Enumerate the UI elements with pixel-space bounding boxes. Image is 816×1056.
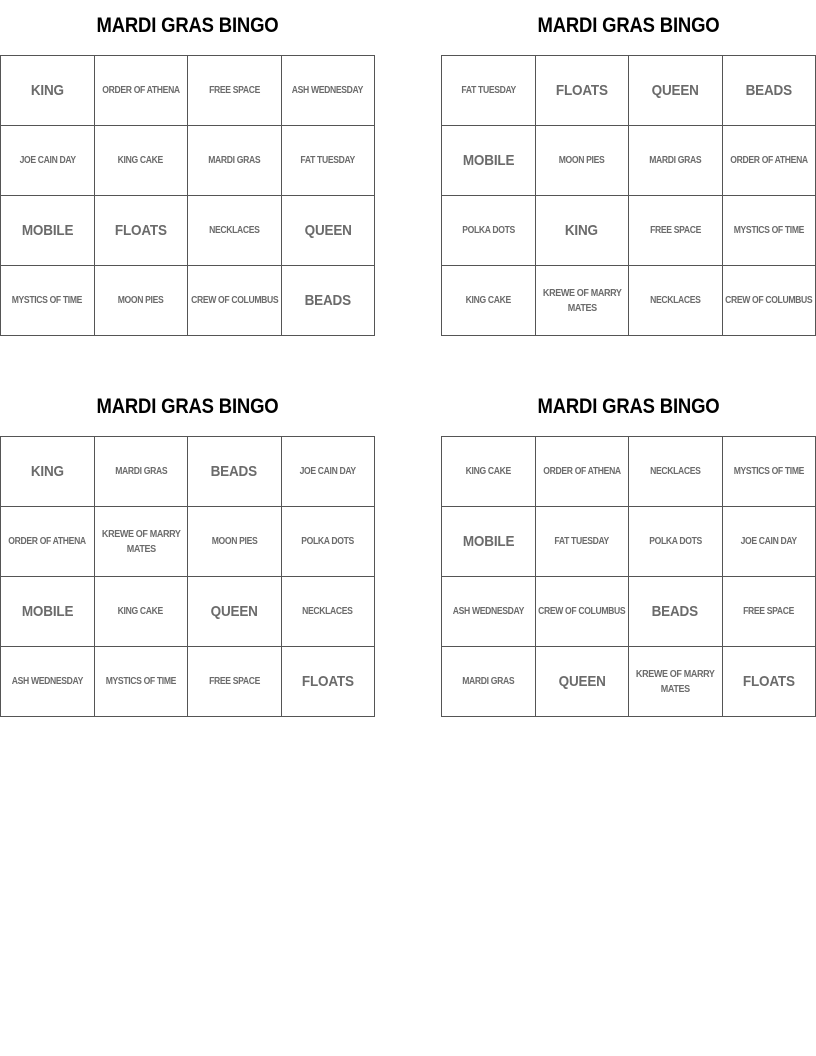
- bingo-cell: NECKLACES: [282, 577, 376, 647]
- bingo-cell: POLKA DOTS: [282, 507, 376, 577]
- bingo-cell: FREE SPACE: [723, 577, 816, 647]
- bingo-cell: MOON PIES: [536, 126, 630, 196]
- bingo-cell: QUEEN: [188, 577, 282, 647]
- bingo-cell: NECKLACES: [629, 437, 723, 507]
- bingo-cell: MOON PIES: [188, 507, 282, 577]
- bingo-cell: ORDER OF ATHENA: [1, 507, 95, 577]
- bingo-cell: MARDI GRAS: [95, 437, 189, 507]
- bingo-cell: KING CAKE: [95, 577, 189, 647]
- bingo-card-4: [441, 381, 816, 717]
- bingo-cell: JOE CAIN DAY: [282, 437, 376, 507]
- bingo-grid: [441, 55, 816, 336]
- bingo-cell: BEADS: [723, 56, 816, 126]
- bingo-cell: QUEEN: [536, 647, 630, 717]
- bingo-cell: ASH WEDNESDAY: [1, 647, 95, 717]
- bingo-cell: BEADS: [188, 437, 282, 507]
- bingo-cell: FLOATS: [282, 647, 376, 717]
- bingo-grid: [0, 436, 375, 717]
- bingo-cell: FAT TUESDAY: [536, 507, 630, 577]
- bingo-cell: KREWE OF MARRY MATES: [629, 647, 723, 717]
- bingo-cell: KING: [1, 437, 95, 507]
- bingo-cell: ASH WEDNESDAY: [282, 56, 376, 126]
- bingo-cell: JOE CAIN DAY: [723, 507, 816, 577]
- bingo-cell: ORDER OF ATHENA: [95, 56, 189, 126]
- bingo-cell: MARDI GRAS: [442, 647, 536, 717]
- bingo-grid: [0, 55, 375, 336]
- bingo-cell: MYSTICS OF TIME: [723, 196, 816, 266]
- bingo-cell: MOON PIES: [95, 266, 189, 336]
- bingo-cell: MYSTICS OF TIME: [1, 266, 95, 336]
- bingo-cell: CREW OF COLUMBUS: [536, 577, 630, 647]
- bingo-cell: MOBILE: [442, 507, 536, 577]
- bingo-cell: KING CAKE: [442, 437, 536, 507]
- bingo-cell: ASH WEDNESDAY: [442, 577, 536, 647]
- bingo-cell: MYSTICS OF TIME: [723, 437, 816, 507]
- bingo-cell: FLOATS: [95, 196, 189, 266]
- bingo-cell: FAT TUESDAY: [442, 56, 536, 126]
- card-title: MARDI GRAS BINGO: [537, 14, 720, 37]
- bingo-card-1: [0, 0, 375, 336]
- bingo-cell: FREE SPACE: [629, 196, 723, 266]
- bingo-cell: ORDER OF ATHENA: [536, 437, 630, 507]
- bingo-cell: JOE CAIN DAY: [1, 126, 95, 196]
- bingo-cell: CREW OF COLUMBUS: [188, 266, 282, 336]
- bingo-cell: MARDI GRAS: [629, 126, 723, 196]
- bingo-cell: BEADS: [282, 266, 376, 336]
- bingo-cell: MOBILE: [1, 196, 95, 266]
- bingo-cell: KREWE OF MARRY MATES: [536, 266, 630, 336]
- bingo-cell: CREW OF COLUMBUS: [723, 266, 816, 336]
- bingo-cell: FREE SPACE: [188, 647, 282, 717]
- bingo-cell: MOBILE: [442, 126, 536, 196]
- bingo-cell: FLOATS: [723, 647, 816, 717]
- bingo-cell: KREWE OF MARRY MATES: [95, 507, 189, 577]
- bingo-cell: FAT TUESDAY: [282, 126, 376, 196]
- bingo-cell: FLOATS: [536, 56, 630, 126]
- bingo-card-2: [441, 0, 816, 336]
- bingo-cell: QUEEN: [282, 196, 376, 266]
- bingo-cell: MYSTICS OF TIME: [95, 647, 189, 717]
- bingo-cell: KING: [536, 196, 630, 266]
- card-title: MARDI GRAS BINGO: [96, 14, 279, 37]
- bingo-cell: FREE SPACE: [188, 56, 282, 126]
- card-title: MARDI GRAS BINGO: [537, 395, 720, 418]
- bingo-cell: NECKLACES: [629, 266, 723, 336]
- bingo-cell: BEADS: [629, 577, 723, 647]
- bingo-cell: MOBILE: [1, 577, 95, 647]
- bingo-cell: MARDI GRAS: [188, 126, 282, 196]
- card-title: MARDI GRAS BINGO: [96, 395, 279, 418]
- bingo-cell: POLKA DOTS: [442, 196, 536, 266]
- bingo-cell: NECKLACES: [188, 196, 282, 266]
- bingo-cell: POLKA DOTS: [629, 507, 723, 577]
- bingo-cell: KING: [1, 56, 95, 126]
- bingo-cell: QUEEN: [629, 56, 723, 126]
- bingo-grid: [441, 436, 816, 717]
- bingo-card-3: [0, 381, 375, 717]
- bingo-cell: KING CAKE: [95, 126, 189, 196]
- bingo-cell: KING CAKE: [442, 266, 536, 336]
- bingo-cell: ORDER OF ATHENA: [723, 126, 816, 196]
